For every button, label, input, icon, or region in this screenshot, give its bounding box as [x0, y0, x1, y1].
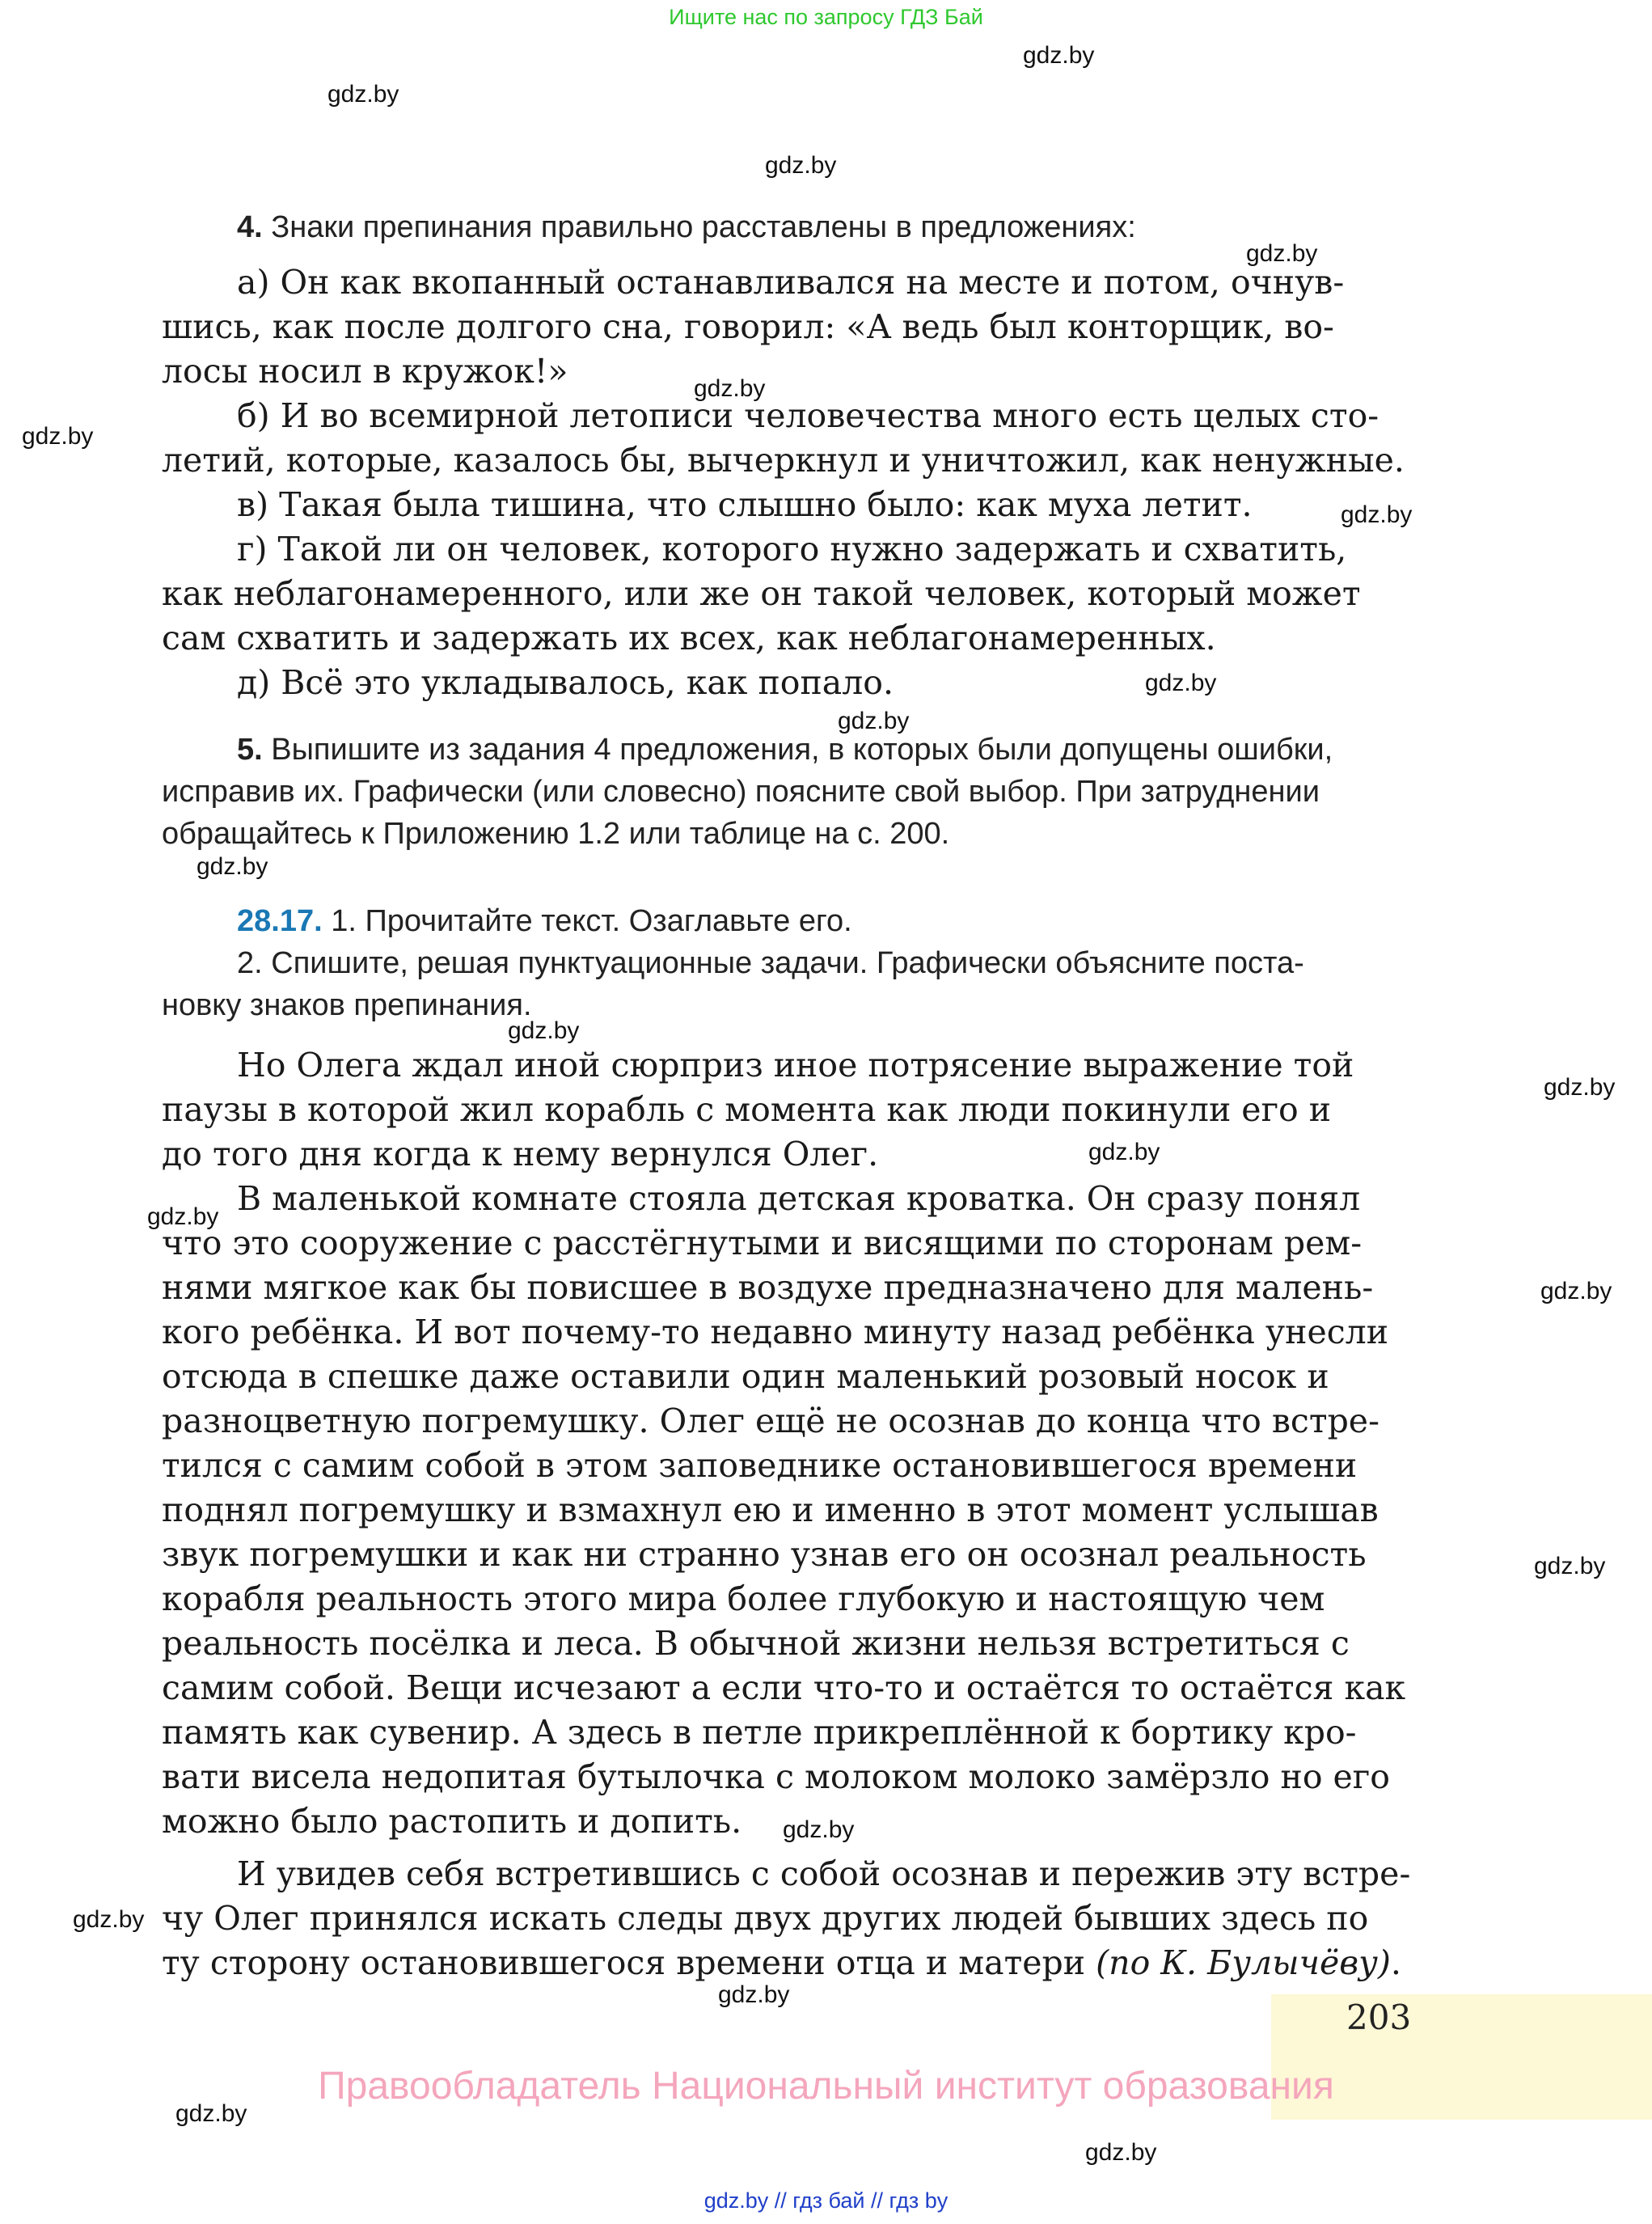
text-line: корабля реальность этого мира более глубокую и настоящую чем: [162, 1579, 1325, 1618]
watermark: gdz.by: [1088, 1139, 1160, 1165]
exercise-number: 28.17.: [237, 904, 323, 938]
task4-line: а) Он как вкопанный останавливался на месте и потом, очнув-: [237, 263, 1345, 302]
text-line: поднял погремушку и взмахнул ею и именно в этот момент услышав: [162, 1490, 1379, 1529]
watermark: gdz.by: [22, 423, 94, 450]
text-line: Но Олега ждал иной сюрприз иное потрясение выражение той: [237, 1046, 1354, 1085]
task5-text: Выпишите из задания 4 предложения, в которых были допущены ошибки,: [271, 733, 1333, 767]
text-line: кого ребёнка. И вот почему-то недавно минуту назад ребёнка унесли: [162, 1313, 1389, 1351]
watermark: gdz.by: [1534, 1553, 1606, 1579]
watermark: gdz.by: [1023, 42, 1095, 69]
watermark: gdz.by: [765, 152, 837, 179]
task4-line: г) Такой ли он человек, которого нужно задержать и схватить,: [237, 530, 1347, 569]
text-line: реальность посёлка и леса. В обычной жизни нельзя встретиться с: [162, 1624, 1350, 1663]
watermark: gdz.by: [508, 1017, 580, 1044]
task4-line: д) Всё это укладывалось, как попало.: [237, 663, 894, 702]
bottom-links[interactable]: gdz.by // гдз бай // гдз by: [703, 2188, 949, 2213]
task4-text: Знаки препинания правильно расставлены в предложениях:: [271, 210, 1136, 244]
task4-line: как неблагонамеренного, или же он такой человек, который может: [162, 574, 1361, 613]
text-line: звук погремушки и как ни странно узнав его он осознал реальность: [162, 1535, 1367, 1574]
watermark: gdz.by: [1544, 1074, 1616, 1101]
text-line: самим собой. Вещи исчезают а если что-то и остаётся то остаётся как: [162, 1668, 1406, 1707]
watermark: gdz.by: [1341, 501, 1413, 528]
watermark: gdz.by: [1246, 240, 1318, 267]
exercise-instruction: 2. Спишите, решая пунктуационные задачи. Графически объясните поста-: [237, 946, 1304, 980]
text-line: чу Олег принялся искать следы двух других людей бывших здесь по: [162, 1899, 1369, 1938]
watermark: gdz.by: [73, 1906, 145, 1933]
watermark: gdz.by: [147, 1203, 219, 1230]
text-line: отсюда в спешке даже оставили один маленький розовый носок и: [162, 1357, 1329, 1396]
exercise-instruction: новку знаков препинания.: [162, 988, 532, 1022]
task4-line: б) И во всемирной летописи человечества много есть целых сто-: [237, 396, 1379, 435]
text-line: память как сувенир. А здесь в петле прикреплённой к бортику кро-: [162, 1713, 1357, 1752]
watermark: gdz.by: [327, 81, 399, 108]
exercise-instruction: 1. Прочитайте текст. Озаглавьте его.: [331, 904, 852, 938]
task5-line: исправив их. Графически (или словесно) поясните свой выбор. При затруднении: [162, 775, 1320, 809]
task4-number: 4.: [237, 210, 263, 244]
task5-number: 5.: [237, 733, 263, 767]
watermark: gdz.by: [1085, 2139, 1157, 2166]
task4-line: лосы носил в кружок!»: [162, 352, 568, 391]
text-line: можно было растопить и допить.: [162, 1802, 742, 1841]
text-line: разноцветную погремушку. Олег ещё не осознав до конца что встре-: [162, 1402, 1379, 1440]
text-line: паузы в которой жил корабль с момента как люди покинули его и: [162, 1090, 1332, 1129]
task4-instruction: [237, 206, 1136, 248]
text-line: ту сторону остановившегося времени отца и матери: [162, 1943, 1086, 1982]
top-banner[interactable]: Ищите нас по запросу ГДЗ Бай: [669, 5, 983, 29]
text-line: что это сооружение с расстёгнутыми и висящими по сторонам рем-: [162, 1224, 1363, 1262]
watermark: gdz.by: [1540, 1278, 1612, 1304]
watermark: gdz.by: [694, 375, 766, 402]
text-line: вати висела недопитая бутылочка с молоком молоко замёрзло но его: [162, 1757, 1390, 1796]
text-line: В маленькой комнате стояла детская кроватка. Он сразу понял: [237, 1179, 1361, 1218]
task5-line: обращайтесь к Приложению 1.2 или таблице на с. 200.: [162, 817, 950, 851]
text-line: нями мягкое как бы повисшее в воздухе предназначено для малень-: [162, 1268, 1374, 1307]
text-line: тился с самим собой в этом заповеднике остановившегося времени: [162, 1446, 1358, 1485]
text-line: до того дня когда к нему вернулся Олег.: [162, 1135, 879, 1173]
watermark: gdz.by: [1145, 670, 1217, 696]
attribution: (по К. Булычёву): [1096, 1943, 1391, 1982]
watermark: gdz.by: [718, 1981, 790, 2008]
final-period: .: [1390, 1943, 1401, 1982]
text-line: И увидев себя встретившись с собой осознав и пережив эту встре-: [237, 1854, 1411, 1893]
text-line-last: [162, 1941, 1401, 1985]
page-number: 203: [1346, 1998, 1412, 2037]
task4-line: шись, как после долгого сна, говорил: «А ведь был конторщик, во-: [162, 307, 1334, 346]
watermark: gdz.by: [783, 1816, 855, 1843]
copyright-notice: Правообладатель Национальный институт образования: [318, 2065, 1334, 2108]
task4-line: сам схватить и задержать их всех, как неблагонамеренных.: [162, 619, 1216, 657]
exercise-heading: [237, 900, 852, 942]
watermark: gdz.by: [838, 708, 910, 734]
task4-line: летий, которые, казалось бы, вычеркнул и уничтожил, как ненужные.: [162, 441, 1405, 480]
watermark: gdz.by: [175, 2100, 247, 2127]
watermark: gdz.by: [196, 853, 268, 880]
task5-line: [237, 729, 1333, 771]
task4-line: в) Такая была тишина, что слышно было: как муха летит.: [237, 485, 1253, 524]
